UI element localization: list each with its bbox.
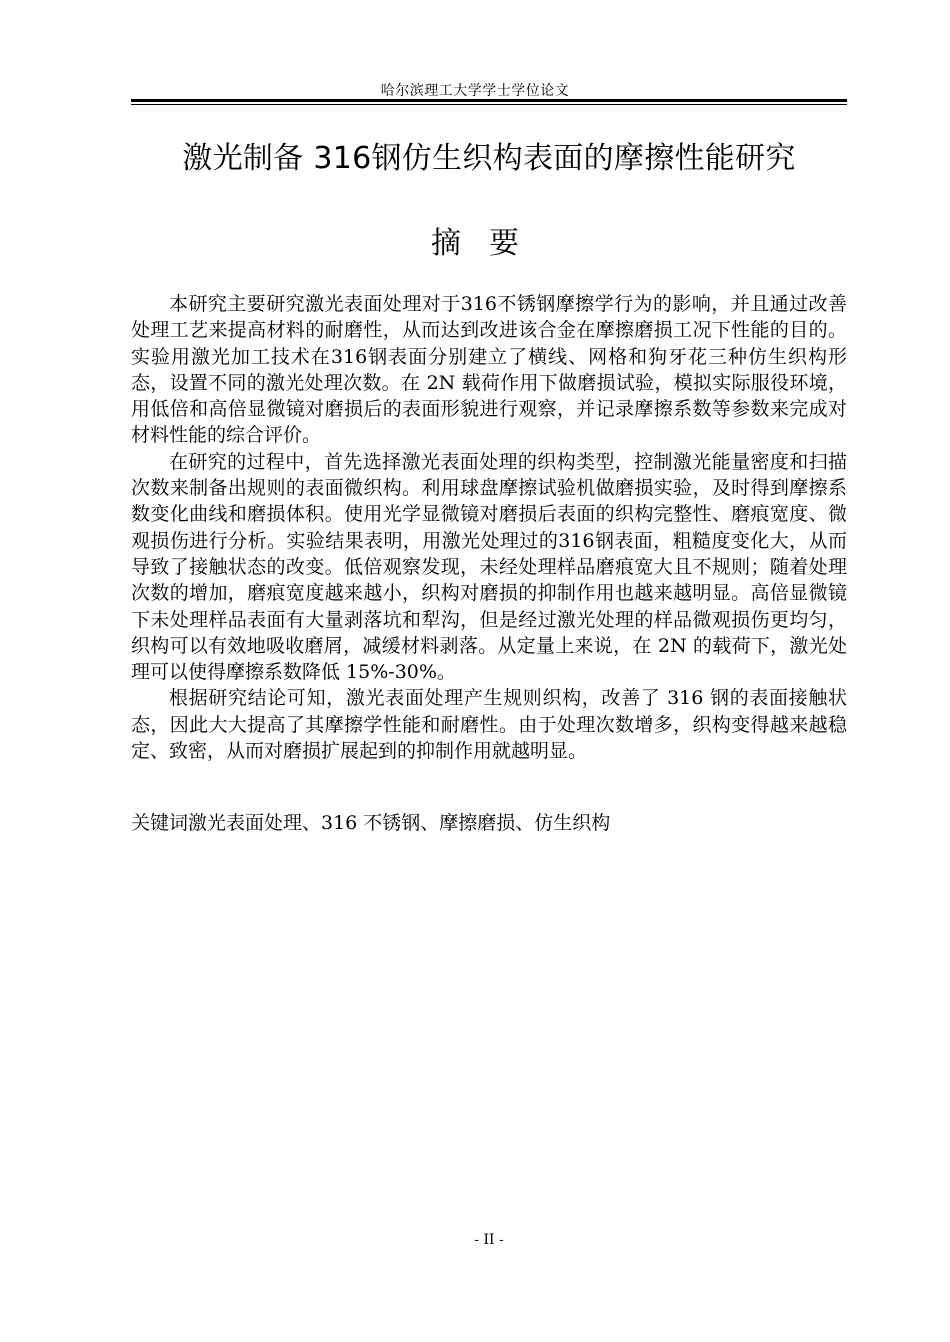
header-rule-thick — [131, 99, 847, 102]
abstract-heading: 摘要 — [431, 226, 547, 261]
page-number: - II - — [474, 1232, 504, 1248]
abstract-paragraph: 本研究主要研究激光表面处理对于316不锈钢摩擦学行为的影响，并且通过改善处理工艺来提高材料的耐磨性，从而达到改进该合金在摩擦磨损工况下性能的目的。实验用激光加工技术在316钢表面分别建立了横线、网格和狗牙花三种仿生织构形态，设置不同的激光处理次数。在 2N 载荷作用下做磨损试验，模拟实际服役环境，用低倍和高倍显微镜对磨损后的表面形貌进行观察，并记录摩擦系数等参数来完成对材料性能的综合评价。 — [131, 293, 847, 447]
keywords-line: 关键词激光表面处理、316 不锈钢、摩擦磨损、仿生织构 — [131, 812, 611, 834]
abstract-paragraph: 根据研究结论可知，激光表面处理产生规则织构，改善了 316 钢的表面接触状态，因此大大提高了其摩擦学性能和耐磨性。由于处理次数增多，织构变得越来越稳定、致密，从而对磨损扩展起到的抑制作用就越明显。 — [131, 687, 847, 763]
paper-title: 激光制备 316钢仿生织构表面的摩擦性能研究 — [182, 141, 796, 176]
header-rule-thin — [131, 104, 847, 105]
abstract-body — [131, 291, 847, 764]
running-header: 哈尔滨理工大学学士学位论文 — [380, 83, 570, 99]
abstract-paragraph: 在研究的过程中，首先选择激光表面处理的织构类型，控制激光能量密度和扫描次数来制备出规则的表面微织构。利用球盘摩擦试验机做磨损实验，及时得到摩擦系数变化曲线和磨损体积。使用光学显微镜对磨损后表面的织构完整性、磨痕宽度、微观损伤进行分析。实验结果表明，用激光处理过的316钢表面，粗糙度变化大，从而导致了接触状态的改变。低倍观察发现，未经处理样品磨痕宽大且不规则；随着处理次数的增加，磨痕宽度越来越小，织构对磨损的抑制作用也越来越明显。高倍显微镜下未处理样品表面有大量剥落坑和犁沟，但是经过激光处理的样品微观损伤更均匀，织构可以有效地吸收磨屑，减缓材料剥落。从定量上来说，在 2N 的载荷下，激光处理可以使得摩擦系数降低 15%-30%。 — [131, 450, 847, 684]
